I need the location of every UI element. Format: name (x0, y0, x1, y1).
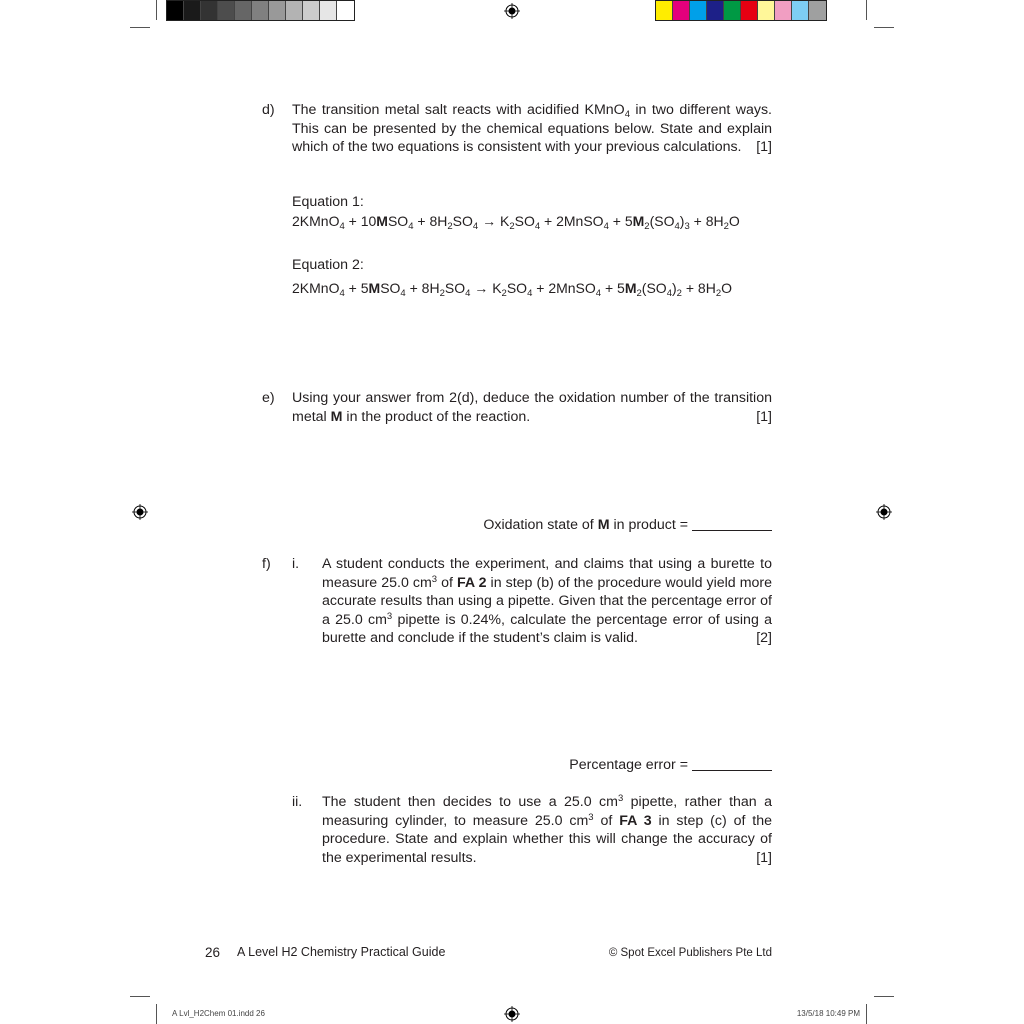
equation-2: 2KMnO$_4$ + $5MSO_4 + 8H_2SO_4 \to K_2SO_4$ + 2MnSO$_4$ + $5M_2(SO_4)_2 + 8H_2O$ (292, 280, 732, 299)
pink-swatch (775, 1, 792, 20)
crop-mark (874, 27, 894, 28)
question-f-ii-text: The student then decides to use a 25.0 $cm^3$ pipette, rather than a measuring cylinder, to measure 25.0 $cm^3$ of FA 3 in step (c) of the procedure. State and explain whether this will change the accuracy of the experimental results. [1] (322, 793, 773, 866)
marks: [1] (756, 408, 772, 425)
process-color-bar (655, 0, 827, 21)
crop-mark (866, 1004, 867, 1024)
question-f-i (322, 555, 772, 648)
book-title: A Level H2 Chemistry Practical Guide (237, 945, 446, 959)
registration-mark-icon (504, 3, 520, 19)
crop-mark (156, 1004, 157, 1024)
question-e (292, 389, 772, 426)
crop-mark (874, 996, 894, 997)
question-d (292, 101, 772, 157)
gray-swatch (252, 1, 269, 20)
light-yellow-swatch (758, 1, 775, 20)
crop-mark (130, 27, 150, 28)
marks: [1] (756, 139, 772, 155)
equation-1-label: Equation 1: (292, 194, 364, 210)
marks: [2] (756, 630, 772, 646)
gray-swatch (269, 1, 286, 20)
crop-mark (130, 996, 150, 997)
gray-swatch (303, 1, 320, 20)
crop-mark (866, 0, 867, 20)
grayscale-bar (166, 0, 355, 21)
question-letter-e: e) (262, 390, 275, 406)
green-swatch (724, 1, 741, 20)
gray-swatch (337, 1, 354, 20)
magenta-swatch (673, 1, 690, 20)
question-e-text: Using your answer from 2(d), deduce the oxidation number of the transition metal M in the product of the reaction. [1] (292, 390, 772, 425)
marks: [1] (756, 849, 772, 866)
gray-swatch (809, 1, 826, 20)
oxidation-state-answer: Oxidation state of M in product = (483, 517, 772, 533)
crop-mark (156, 0, 157, 20)
answer-blank[interactable] (692, 770, 772, 771)
question-f-i-text: A student conducts the experiment, and claims that using a burette to measure 25.0 $cm^3$ of FA 2 in step (b) of the procedure would yield more accurate results than using a pipette. Given that the percentage error of a 25.0 $cm^3$ pipette is 0.24%, calculate the percentage error of using a burette and conclude if the student’s claim is valid. [2] (322, 556, 773, 646)
gray-swatch (218, 1, 235, 20)
slug-timestamp: 13/5/18 10:49 PM (796, 1009, 860, 1018)
copyright: © Spot Excel Publishers Pte Ltd (608, 947, 772, 959)
question-letter-f: f) (262, 556, 271, 572)
registration-mark-icon (504, 1006, 520, 1022)
gray-swatch (167, 1, 184, 20)
yellow-swatch (656, 1, 673, 20)
question-letter-d: d) (262, 102, 275, 118)
gray-swatch (201, 1, 218, 20)
registration-mark-icon (132, 504, 148, 520)
blue-swatch (707, 1, 724, 20)
gray-swatch (184, 1, 201, 20)
question-f-ii (322, 793, 772, 867)
question-d-text: The transition metal salt reacts with acidified KMnO$_4$ in two different ways. This can be presented by the chemical equations below. State and explain which of the two equations is consistent with your previous calculations. [1] (292, 102, 772, 155)
equation-2-label: Equation 2: (292, 257, 364, 273)
subquestion-label-ii: ii. (292, 794, 303, 810)
light-cyan-swatch (792, 1, 809, 20)
slug-filename: A Lvl_H2Chem 01.indd 26 (172, 1009, 265, 1018)
gray-swatch (286, 1, 303, 20)
cyan-swatch (690, 1, 707, 20)
gray-swatch (320, 1, 337, 20)
registration-mark-icon (876, 504, 892, 520)
percentage-error-answer: Percentage error = (569, 757, 772, 773)
answer-blank[interactable] (692, 530, 772, 531)
equation-1: 2KMnO$_4$ + $10MSO_4 + 8H_2SO_4 \to K_2SO_4$ + 2MnSO$_4$ + $5M_2(SO_4)_3 + 8H_2O$ (292, 213, 740, 232)
subquestion-label-i: i. (292, 556, 300, 572)
page-number: 26 (205, 945, 221, 960)
red-swatch (741, 1, 758, 20)
gray-swatch (235, 1, 252, 20)
